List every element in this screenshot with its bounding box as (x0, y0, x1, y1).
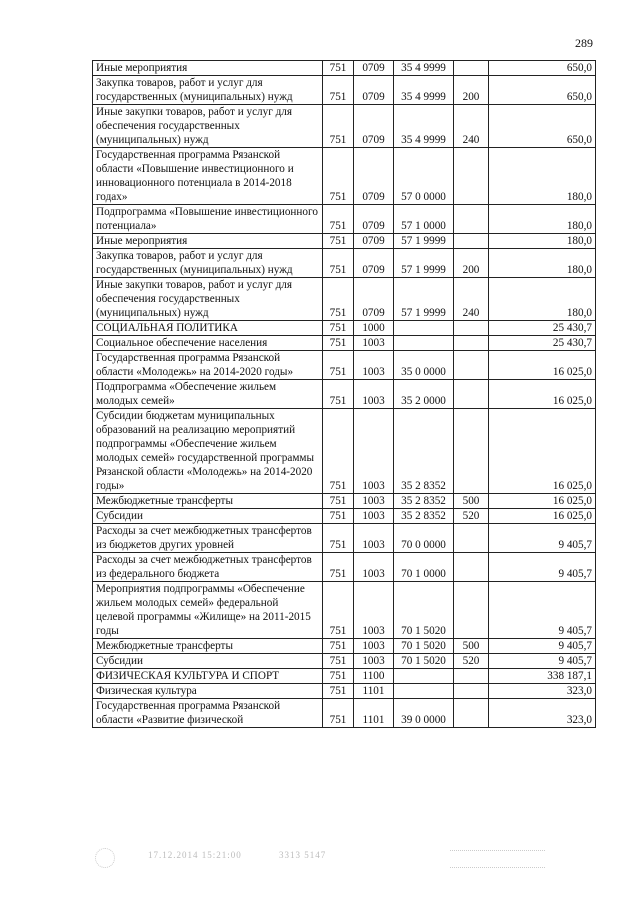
row-target-article: 35 4 9999 (394, 76, 454, 105)
row-target-article: 57 1 0000 (394, 205, 454, 234)
row-section: 1003 (354, 524, 394, 553)
row-name: Расходы за счет межбюджетных трансфертов из бюджетов других уровней (93, 524, 323, 553)
row-expense-type (454, 336, 489, 351)
table-row (93, 582, 596, 639)
row-section: 1003 (354, 654, 394, 669)
row-section: 0709 (354, 205, 394, 234)
row-expense-type (454, 409, 489, 494)
row-name: Государственная программа Рязанской области «Молодежь» на 2014-2020 годы» (93, 351, 323, 380)
table-row (93, 684, 596, 699)
row-code: 751 (323, 639, 354, 654)
row-target-article: 35 2 8352 (394, 509, 454, 524)
row-expense-type (454, 380, 489, 409)
row-target-article: 70 1 5020 (394, 639, 454, 654)
row-amount: 9 405,7 (489, 582, 596, 639)
footer-timestamp: 17.12.2014 15:21:00 (148, 850, 242, 860)
row-amount: 323,0 (489, 699, 596, 728)
row-section: 0709 (354, 249, 394, 278)
row-section: 1003 (354, 494, 394, 509)
row-code: 751 (323, 61, 354, 76)
row-target-article: 70 0 0000 (394, 524, 454, 553)
row-expense-type (454, 553, 489, 582)
row-section: 1003 (354, 582, 394, 639)
row-expense-type (454, 148, 489, 205)
row-expense-type (454, 234, 489, 249)
row-amount: 338 187,1 (489, 669, 596, 684)
row-target-article: 35 2 8352 (394, 409, 454, 494)
row-target-article: 70 1 5020 (394, 654, 454, 669)
row-expense-type (454, 321, 489, 336)
page-number: 289 (575, 36, 593, 50)
row-expense-type: 500 (454, 494, 489, 509)
row-code: 751 (323, 76, 354, 105)
row-amount: 9 405,7 (489, 654, 596, 669)
budget-table-body (93, 61, 596, 728)
row-section: 0709 (354, 61, 394, 76)
row-code: 751 (323, 669, 354, 684)
row-target-article: 39 0 0000 (394, 699, 454, 728)
row-amount: 16 025,0 (489, 351, 596, 380)
row-expense-type (454, 61, 489, 76)
row-name: Подпрограмма «Обеспечение жильем молодых семей» (93, 380, 323, 409)
row-code: 751 (323, 321, 354, 336)
row-section: 1003 (354, 639, 394, 654)
row-expense-type: 520 (454, 509, 489, 524)
row-code: 751 (323, 105, 354, 148)
row-section: 1003 (354, 336, 394, 351)
row-code: 751 (323, 684, 354, 699)
row-name: Закупка товаров, работ и услуг для государственных (муниципальных) нужд (93, 249, 323, 278)
row-target-article: 35 0 0000 (394, 351, 454, 380)
row-amount: 9 405,7 (489, 553, 596, 582)
table-row (93, 61, 596, 76)
row-expense-type (454, 524, 489, 553)
row-code: 751 (323, 409, 354, 494)
row-name: Межбюджетные трансферты (93, 639, 323, 654)
row-name: Подпрограмма «Повышение инвестиционного потенциала» (93, 205, 323, 234)
row-amount: 25 430,7 (489, 321, 596, 336)
row-name: Государственная программа Рязанской области «Развитие физической (93, 699, 323, 728)
row-target-article: 70 1 5020 (394, 582, 454, 639)
table-row (93, 234, 596, 249)
row-target-article: 35 2 8352 (394, 494, 454, 509)
row-section: 0709 (354, 76, 394, 105)
row-target-article: 57 0 0000 (394, 148, 454, 205)
row-amount: 16 025,0 (489, 409, 596, 494)
row-target-article (394, 321, 454, 336)
row-amount: 16 025,0 (489, 509, 596, 524)
row-amount: 16 025,0 (489, 494, 596, 509)
row-expense-type (454, 669, 489, 684)
row-section: 1101 (354, 699, 394, 728)
row-section: 0709 (354, 148, 394, 205)
budget-table (92, 60, 596, 728)
table-row (93, 553, 596, 582)
footer-doc-id: 3313 5147 (279, 850, 327, 860)
row-section: 0709 (354, 234, 394, 249)
row-amount: 180,0 (489, 278, 596, 321)
row-section: 1003 (354, 509, 394, 524)
row-amount: 25 430,7 (489, 336, 596, 351)
row-expense-type: 520 (454, 654, 489, 669)
table-row (93, 509, 596, 524)
row-code: 751 (323, 494, 354, 509)
row-name: Иные закупки товаров, работ и услуг для обеспечения государственных (муниципальных) нужд (93, 278, 323, 321)
row-name: Субсидии (93, 509, 323, 524)
row-section: 1003 (354, 380, 394, 409)
row-expense-type (454, 205, 489, 234)
row-amount: 650,0 (489, 76, 596, 105)
row-expense-type: 500 (454, 639, 489, 654)
row-amount: 180,0 (489, 249, 596, 278)
table-row (93, 321, 596, 336)
table-row (93, 278, 596, 321)
table-row (93, 639, 596, 654)
table-row (93, 336, 596, 351)
row-amount: 180,0 (489, 234, 596, 249)
row-code: 751 (323, 148, 354, 205)
row-name: Физическая культура (93, 684, 323, 699)
row-expense-type: 240 (454, 278, 489, 321)
row-code: 751 (323, 699, 354, 728)
scan-mark (450, 850, 545, 868)
row-section: 1003 (354, 553, 394, 582)
row-amount: 9 405,7 (489, 524, 596, 553)
row-name: Иные мероприятия (93, 61, 323, 76)
row-expense-type: 200 (454, 249, 489, 278)
row-expense-type (454, 699, 489, 728)
row-code: 751 (323, 509, 354, 524)
row-section: 0709 (354, 278, 394, 321)
row-code: 751 (323, 654, 354, 669)
table-row (93, 249, 596, 278)
row-section: 1003 (354, 351, 394, 380)
row-amount: 650,0 (489, 61, 596, 76)
row-section: 1101 (354, 684, 394, 699)
row-amount: 323,0 (489, 684, 596, 699)
row-target-article: 57 1 9999 (394, 249, 454, 278)
row-target-article: 35 4 9999 (394, 105, 454, 148)
row-section: 1000 (354, 321, 394, 336)
row-name: Расходы за счет межбюджетных трансфертов из федерального бюджета (93, 553, 323, 582)
row-section: 0709 (354, 105, 394, 148)
row-code: 751 (323, 278, 354, 321)
row-target-article (394, 669, 454, 684)
table-row (93, 654, 596, 669)
row-expense-type: 200 (454, 76, 489, 105)
row-amount: 180,0 (489, 205, 596, 234)
row-code: 751 (323, 234, 354, 249)
row-target-article (394, 684, 454, 699)
table-row (93, 76, 596, 105)
row-name: Субсидии (93, 654, 323, 669)
row-name: Государственная программа Рязанской области «Повышение инвестиционного и инновационного потенциала в 2014-2018 годах» (93, 148, 323, 205)
row-amount: 16 025,0 (489, 380, 596, 409)
footer-scan-info (90, 850, 360, 860)
row-target-article: 70 1 0000 (394, 553, 454, 582)
row-expense-type (454, 351, 489, 380)
row-target-article: 35 4 9999 (394, 61, 454, 76)
row-code: 751 (323, 205, 354, 234)
row-amount: 180,0 (489, 148, 596, 205)
row-target-article (394, 336, 454, 351)
row-code: 751 (323, 249, 354, 278)
table-row (93, 699, 596, 728)
table-row (93, 524, 596, 553)
row-section: 1100 (354, 669, 394, 684)
row-amount: 650,0 (489, 105, 596, 148)
row-name: Мероприятия подпрограммы «Обеспечение жильем молодых семей» федеральной целевой программы «Жилище» на 2011-2015 годы (93, 582, 323, 639)
row-name: Иные закупки товаров, работ и услуг для обеспечения государственных (муниципальных) нужд (93, 105, 323, 148)
table-row (93, 351, 596, 380)
table-row (93, 409, 596, 494)
row-name: Межбюджетные трансферты (93, 494, 323, 509)
table-row (93, 205, 596, 234)
row-name: Субсидии бюджетам муниципальных образований на реализацию мероприятий подпрограммы «Обеспечение жильем молодых семей» государственной программы Рязанской области «Молодежь» на 2014-2020 годы» (93, 409, 323, 494)
row-code: 751 (323, 336, 354, 351)
row-name: Закупка товаров, работ и услуг для государственных (муниципальных) нужд (93, 76, 323, 105)
row-name: Социальное обеспечение населения (93, 336, 323, 351)
row-name: СОЦИАЛЬНАЯ ПОЛИТИКА (93, 321, 323, 336)
row-section: 1003 (354, 409, 394, 494)
row-amount: 9 405,7 (489, 639, 596, 654)
row-code: 751 (323, 553, 354, 582)
row-name: ФИЗИЧЕСКАЯ КУЛЬТУРА И СПОРТ (93, 669, 323, 684)
row-expense-type (454, 684, 489, 699)
table-row (93, 380, 596, 409)
row-target-article: 57 1 9999 (394, 234, 454, 249)
table-row (93, 105, 596, 148)
row-target-article: 35 2 0000 (394, 380, 454, 409)
row-expense-type: 240 (454, 105, 489, 148)
table-row (93, 494, 596, 509)
row-target-article: 57 1 9999 (394, 278, 454, 321)
table-row (93, 669, 596, 684)
row-code: 751 (323, 524, 354, 553)
row-code: 751 (323, 351, 354, 380)
row-name: Иные мероприятия (93, 234, 323, 249)
row-code: 751 (323, 380, 354, 409)
row-expense-type (454, 582, 489, 639)
table-row (93, 148, 596, 205)
row-code: 751 (323, 582, 354, 639)
